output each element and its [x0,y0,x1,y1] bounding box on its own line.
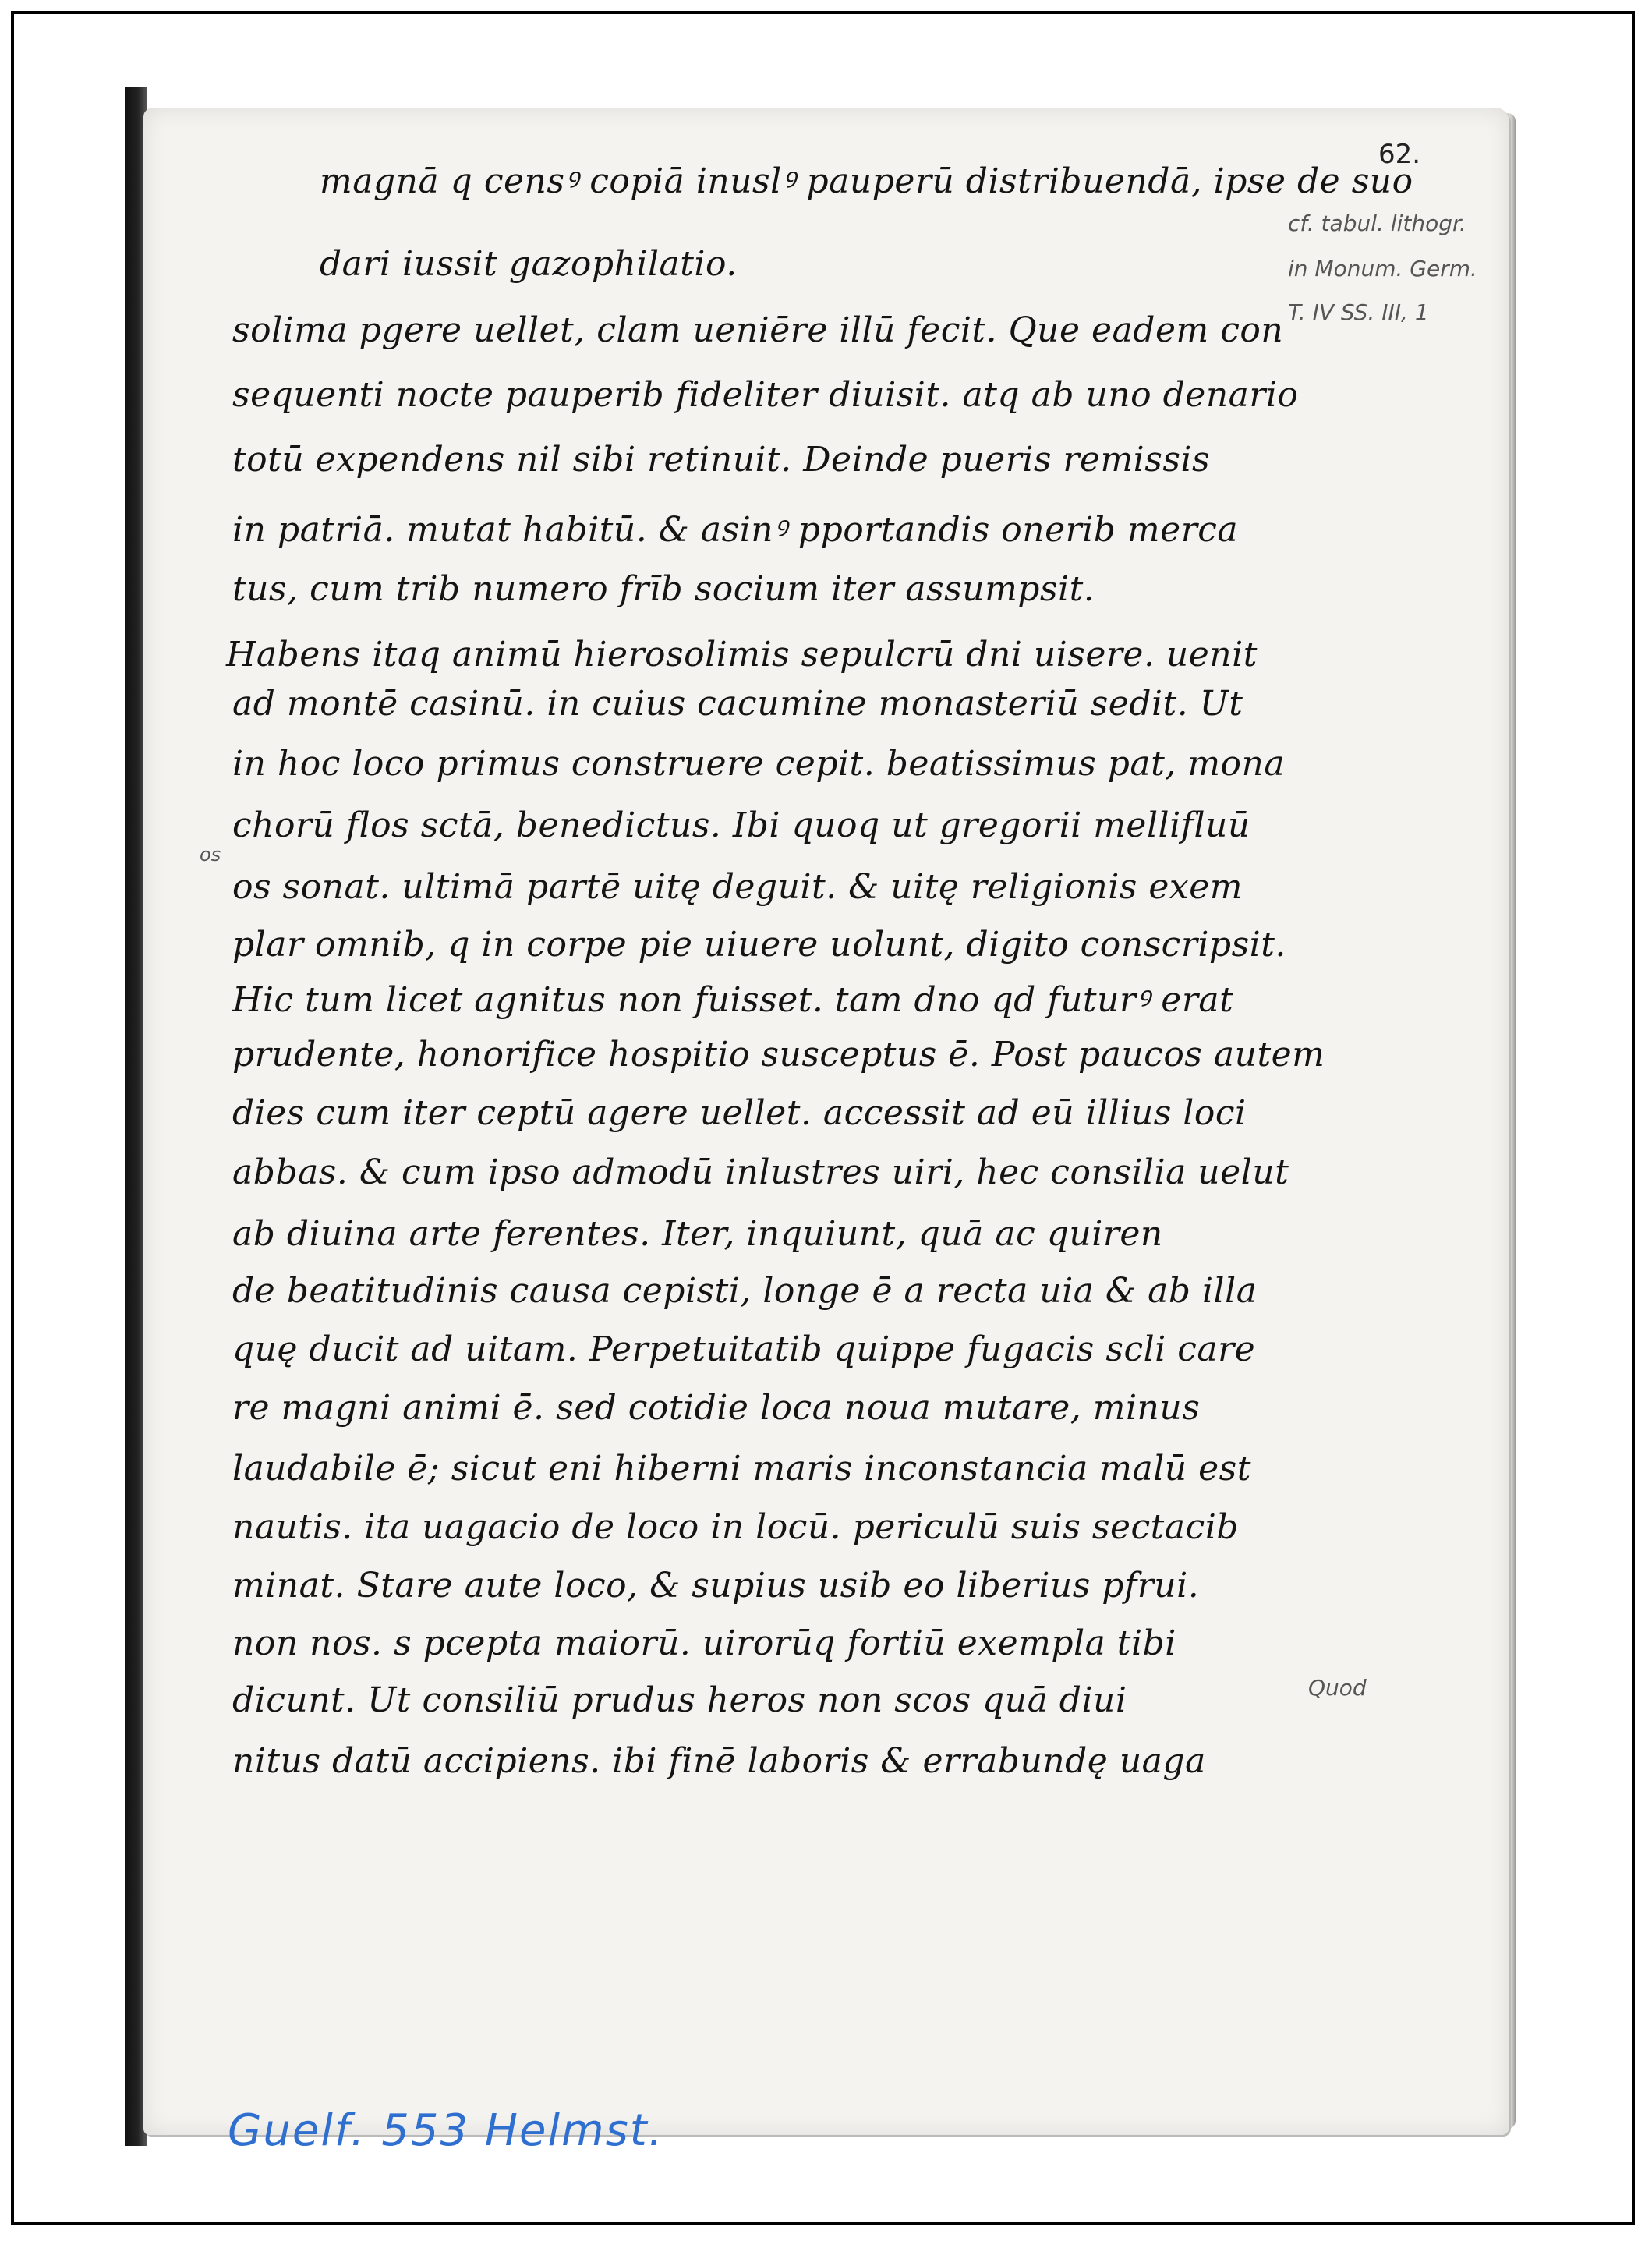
text-line-21: re magni animi ē. sed cotidie loca noua mutare, minus [232,1388,1201,1428]
margin-note-line-2: in Monum. Germ. [1288,256,1477,281]
shelfmark: Guelf. 553 Helmst. [228,2105,664,2156]
text-line-8: Habens itaq animū hierosolimis sepulcrū dni uisere. uenit [226,635,1258,674]
margin-left-note: os [200,844,221,866]
text-line-18: ab diuina arte ferentes. Iter, inquiunt, quā ac quiren [232,1214,1163,1254]
text-line-1: magnā q censꝰ copiā inuslꝰ pauperū distribuendā, ipse de suo [320,161,1413,201]
margin-note-line-3: T. IV SS. III, 1 [1288,299,1429,325]
text-line-3: solima pgere uellet, clam ueniēre illū fecit. Que eadem con [232,310,1284,350]
folio-number: 62. [1378,139,1421,170]
margin-right-note: Quod [1308,1675,1367,1701]
text-line-11: chorū flos sctā, benedictus. Ibi quoq ut gregorii mellifluū [232,805,1250,845]
text-line-12: os sonat. ultimā partē uitę deguit. & uitę religionis exem [232,867,1243,907]
text-line-15: prudente, honorifice hospitio susceptus ē. Post paucos autem [232,1035,1325,1074]
text-line-24: minat. Stare aute loco, & supius usib eo liberius pfrui. [232,1566,1200,1606]
text-line-2: dari iussit gazophilatio. [320,244,738,284]
text-line-19: de beatitudinis causa cepisti, longe ē a recta uia & ab illa [232,1271,1258,1311]
text-line-27: nitus datū accipiens. ibi finē laboris & errabundę uaga [232,1741,1206,1781]
text-line-6: in patriā. mutat habitū. & asinꝰ pportandis onerib merca [232,510,1239,550]
text-line-23: nautis. ita uagacio de loco in locū. periculū suis sectacib [232,1507,1239,1547]
text-line-10: in hoc loco primus construere cepit. beatissimus pat, mona [232,744,1286,784]
text-line-22: laudabile ē; sicut eni hiberni maris inconstancia malū est [232,1449,1251,1489]
text-line-20: quę ducit ad uitam. Perpetuitatib quippe fugacis scli care [232,1329,1256,1369]
text-line-9: ad montē casinū. in cuius cacumine monasteriū sedit. Ut [232,684,1243,724]
text-line-7: tus, cum trib numero frīb socium iter assumpsit. [232,569,1095,609]
text-line-25: non nos. s pcepta maiorū. uirorūq fortiū exempla tibi [232,1623,1176,1663]
text-line-4: sequenti nocte pauperib fideliter diuisit. atq ab uno denario [232,375,1299,415]
text-line-5: totū expendens nil sibi retinuit. Deinde pueris remissis [232,440,1211,480]
text-line-14: Hic tum licet agnitus non fuisset. tam dno qd futurꝰ erat [232,980,1234,1020]
margin-note-line-1: cf. tabul. lithogr. [1288,211,1466,236]
text-line-16: dies cum iter ceptū agere uellet. accessit ad eū illius loci [232,1093,1247,1133]
text-line-17: abbas. & cum ipso admodū inlustres uiri, hec consilia uelut [232,1152,1289,1192]
text-line-13: plar omnib, q in corpe pie uiuere uolunt, digito conscripsit. [232,925,1286,965]
text-line-26: dicunt. Ut consiliū prudus heros non scos quā diui [232,1680,1127,1720]
